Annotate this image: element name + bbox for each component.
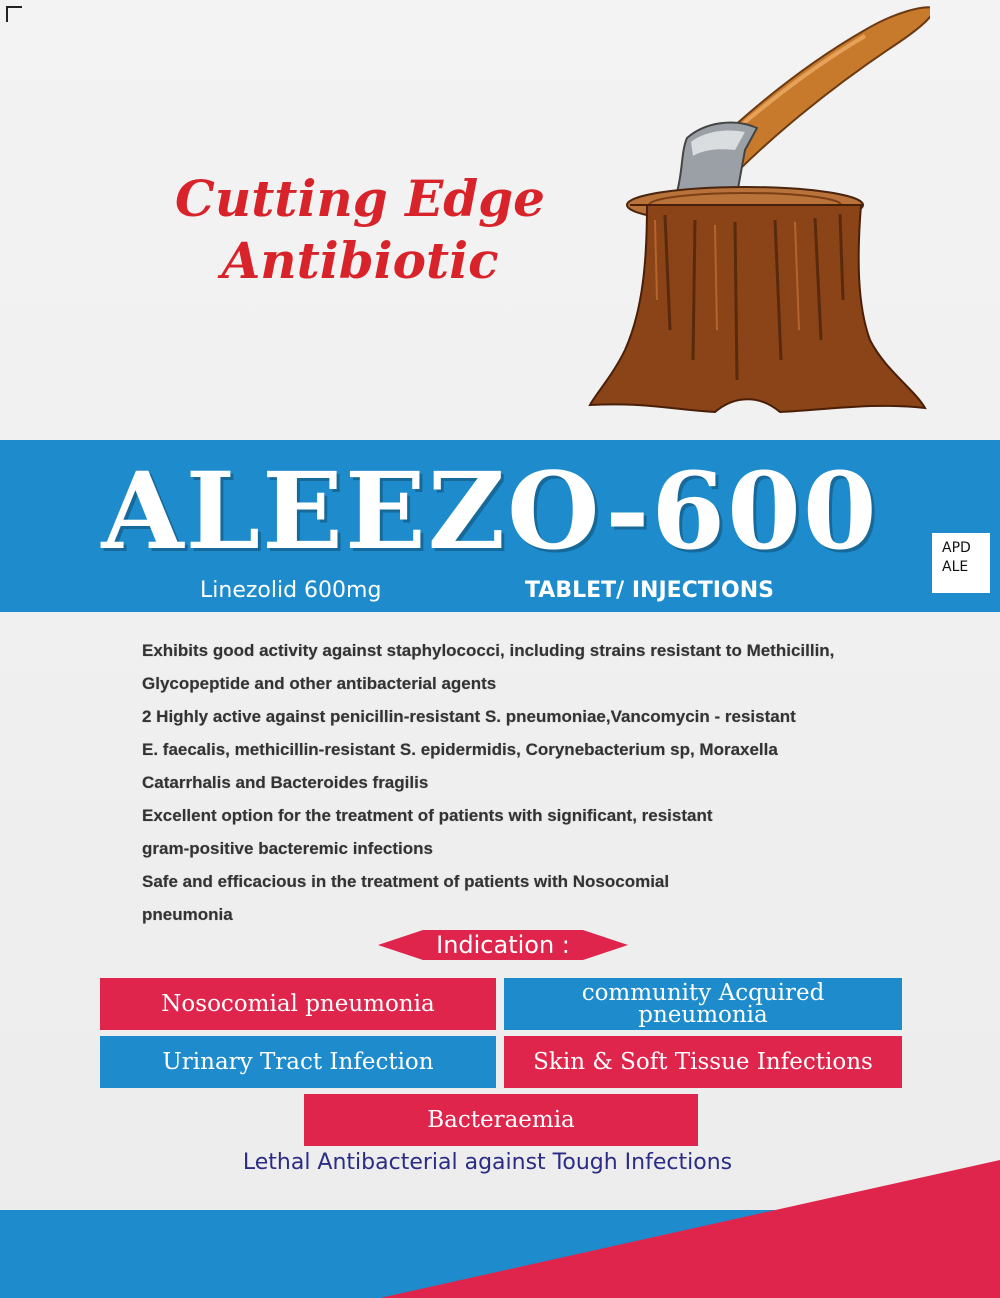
product-code-line-2: ALE xyxy=(942,559,969,575)
benefits-text xyxy=(142,634,922,931)
benefit-line: Exhibits good activity against staphylococci, including strains resistant to Methicillin, xyxy=(142,641,835,660)
indication-urinary-tract-infection: Urinary Tract Infection xyxy=(100,1036,496,1088)
crop-mark xyxy=(6,6,22,22)
indication-label: Indication : xyxy=(436,931,570,959)
benefit-line: E. faecalis, methicillin-resistant S. epidermidis, Corynebacterium sp, Moraxella xyxy=(142,740,778,759)
indication-bacteraemia: Bacteraemia xyxy=(304,1094,698,1146)
tagline-line-2: Antibiotic xyxy=(221,231,499,290)
indication-community-acquired-pneumonia xyxy=(504,978,902,1030)
axe-in-tree-stump-icon xyxy=(585,0,930,430)
benefit-line: pneumonia xyxy=(142,905,233,924)
tagline xyxy=(150,168,570,292)
indication-label-text: community Acquired pneumonia xyxy=(581,980,825,1028)
brand-name: ALEEZO-600 xyxy=(101,448,879,573)
slogan: Lethal Antibacterial against Tough Infections xyxy=(242,1150,733,1175)
product-code-line-1: APD xyxy=(942,540,971,556)
bottom-decoration xyxy=(0,1160,1000,1298)
benefit-line: Glycopeptide and other antibacterial agents xyxy=(142,674,497,693)
product-code xyxy=(932,533,990,593)
generic-name: Linezolid 600mg xyxy=(200,578,382,603)
benefit-line: Excellent option for the treatment of patients with significant, resistant xyxy=(142,806,713,825)
dosage-form: TABLET/ INJECTIONS xyxy=(525,578,774,603)
benefit-line: Safe and efficacious in the treatment of patients with Nosocomial xyxy=(142,872,670,891)
tagline-line-1: Cutting Edge xyxy=(175,169,545,228)
indication-skin-soft-tissue: Skin & Soft Tissue Infections xyxy=(504,1036,902,1088)
indication-nosocomial-pneumonia: Nosocomial pneumonia xyxy=(100,978,496,1030)
benefit-line: gram-positive bacteremic infections xyxy=(142,839,433,858)
benefit-line: Catarrhalis and Bacteroides fragilis xyxy=(142,773,429,792)
benefit-line: 2 Highly active against penicillin-resistant S. pneumoniae,Vancomycin - resistant xyxy=(142,707,796,726)
